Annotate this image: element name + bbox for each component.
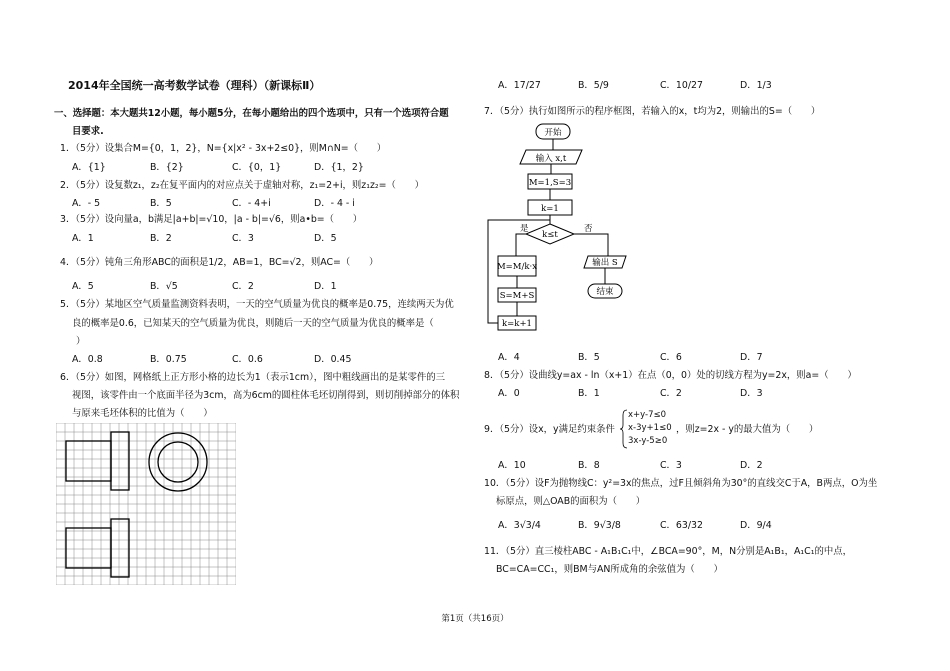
q8-option-a[interactable]: A．0 — [498, 388, 520, 399]
flow-input: 输入 x,t — [535, 154, 567, 164]
constraint-2: x-3y+1≤0 — [628, 423, 672, 433]
q5-option-d[interactable]: D．0.45 — [314, 354, 352, 365]
q2-option-b[interactable]: B．5 — [150, 198, 172, 209]
flow-k1: k=1 — [541, 204, 559, 214]
question-10: 10．（5分）设F为抛物线C：y²=3x的焦点，过F且倾斜角为30°的直线交C于A，B两点，O为坐 — [484, 478, 878, 489]
flow-output: 输出 S — [592, 258, 618, 268]
flow-cond: k≤t — [542, 230, 558, 240]
q5-option-b[interactable]: B．0.75 — [150, 354, 187, 365]
question-6: 6．（5分）如图，网格纸上正方形小格的边长为1（表示1cm），图中粗线画出的是某零件的三 — [60, 372, 446, 383]
q4-option-c[interactable]: C．2 — [232, 281, 254, 292]
q9-option-b[interactable]: B．8 — [578, 460, 600, 471]
flowchart-figure — [484, 120, 644, 340]
prev-option-c[interactable]: C．10/27 — [660, 80, 703, 91]
q9-option-d[interactable]: D．2 — [740, 460, 763, 471]
question-11: 11．（5分）直三棱柱ABC - A₁B₁C₁中，∠BCA=90°，M，N分别是A₁B₁，A₁C₁的中点， — [484, 546, 852, 557]
q1-option-c[interactable]: C．{0，1} — [232, 162, 282, 173]
constraint-3: 3x-y-5≥0 — [628, 436, 668, 446]
flow-inc: k=k+1 — [502, 319, 532, 329]
flow-start: 开始 — [544, 128, 562, 138]
prev-option-d[interactable]: D．1/3 — [740, 80, 772, 91]
question-3: 3．（5分）设向量a，b满足|a+b|=√10，|a - b|=√6，则a•b=（ ） — [60, 214, 363, 225]
question-6-line3: 与原来毛坯体积的比值为（ ） — [72, 408, 213, 419]
q1-option-d[interactable]: D．{1，2} — [314, 162, 364, 173]
constraint-brace — [620, 409, 628, 449]
q10-option-c[interactable]: C．63/32 — [660, 520, 703, 531]
question-7: 7．（5分）执行如图所示的程序框图，若输入的x，t均为2，则输出的S=（ ） — [484, 106, 821, 117]
q7-option-b[interactable]: B．5 — [578, 352, 600, 363]
prev-option-a[interactable]: A．17/27 — [498, 80, 541, 91]
q10-option-b[interactable]: B．9√3/8 — [578, 520, 621, 531]
q3-option-b[interactable]: B．2 — [150, 233, 172, 244]
q3-option-c[interactable]: C．3 — [232, 233, 254, 244]
flow-no: 否 — [584, 224, 593, 234]
q7-option-a[interactable]: A．4 — [498, 352, 520, 363]
q4-option-a[interactable]: A．5 — [72, 281, 94, 292]
q5-option-c[interactable]: C．0.6 — [232, 354, 263, 365]
q1-option-a[interactable]: A．{1} — [72, 162, 106, 173]
q4-option-b[interactable]: B．√5 — [150, 281, 178, 292]
question-10-line2: 标原点，则△OAB的面积为（ ） — [496, 496, 646, 507]
question-2: 2．（5分）设复数z₁，z₂在复平面内的对应点关于虚轴对称，z₁=2+i，则z₁z₂=（ ） — [60, 180, 425, 191]
section-heading-cont: 目要求. — [72, 126, 104, 137]
question-11-line2: BC=CA=CC₁，则BM与AN所成角的余弦值为（ ） — [496, 564, 723, 575]
flow-yes: 是 — [520, 224, 529, 234]
constraint-1: x+y-7≤0 — [628, 410, 667, 420]
q1-option-b[interactable]: B．{2} — [150, 162, 184, 173]
flow-end: 结束 — [596, 287, 614, 297]
q10-option-d[interactable]: D．9/4 — [740, 520, 772, 531]
question-5-line3: ） — [76, 336, 86, 347]
question-9-tail: ，则z=2x - y的最大值为（ ） — [676, 424, 819, 435]
question-4: 4．（5分）钝角三角形ABC的面积是1/2，AB=1，BC=√2，则AC=（ ） — [60, 257, 379, 268]
q8-option-d[interactable]: D．3 — [740, 388, 763, 399]
flow-m: M=M/k·x — [496, 262, 538, 272]
flow-init: M=1,S=3 — [528, 178, 572, 188]
prev-option-b[interactable]: B．5/9 — [578, 80, 609, 91]
q5-option-a[interactable]: A．0.8 — [72, 354, 103, 365]
flow-s: S=M+S — [499, 291, 535, 301]
q8-option-c[interactable]: C．2 — [660, 388, 682, 399]
q8-option-b[interactable]: B．1 — [578, 388, 600, 399]
question-9: 9．（5分）设x，y满足约束条件 — [484, 424, 615, 435]
q9-option-c[interactable]: C．3 — [660, 460, 682, 471]
q3-option-d[interactable]: D．5 — [314, 233, 337, 244]
three-view-grid-figure — [56, 423, 236, 585]
page-footer: 第1页（共16页） — [441, 614, 509, 624]
q4-option-d[interactable]: D．1 — [314, 281, 337, 292]
q2-option-d[interactable]: D．- 4 - i — [314, 198, 355, 209]
section-heading: 一、选择题：本大题共12小题，每小题5分，在每小题给出的四个选项中，只有一个选项符合题 — [54, 108, 449, 119]
q2-option-c[interactable]: C．- 4+i — [232, 198, 271, 209]
q3-option-a[interactable]: A．1 — [72, 233, 94, 244]
q2-option-a[interactable]: A．- 5 — [72, 198, 101, 209]
q10-option-a[interactable]: A．3√3/4 — [498, 520, 541, 531]
page-title: 2014年全国统一高考数学试卷（理科）（新课标Ⅱ） — [68, 79, 321, 92]
q9-option-a[interactable]: A．10 — [498, 460, 526, 471]
question-8: 8．（5分）设曲线y=ax - ln（x+1）在点（0，0）处的切线方程为y=2x，则a=（ ） — [484, 370, 857, 381]
question-5-line2: 良的概率是0.6，已知某天的空气质量为优良，则随后一天的空气质量为优良的概率是（ — [72, 318, 434, 329]
q7-option-c[interactable]: C．6 — [660, 352, 682, 363]
question-5: 5．（5分）某地区空气质量监测资料表明，一天的空气质量为优良的概率是0.75，连续两天为优 — [60, 299, 454, 310]
q7-option-d[interactable]: D．7 — [740, 352, 763, 363]
question-1: 1．（5分）设集合M={0，1，2}，N={x|x² - 3x+2≤0}，则M∩N=（ ） — [60, 143, 387, 154]
question-6-line2: 视图，该零件由一个底面半径为3cm，高为6cm的圆柱体毛坯切削得到，则切削掉部分的体积 — [72, 390, 460, 401]
